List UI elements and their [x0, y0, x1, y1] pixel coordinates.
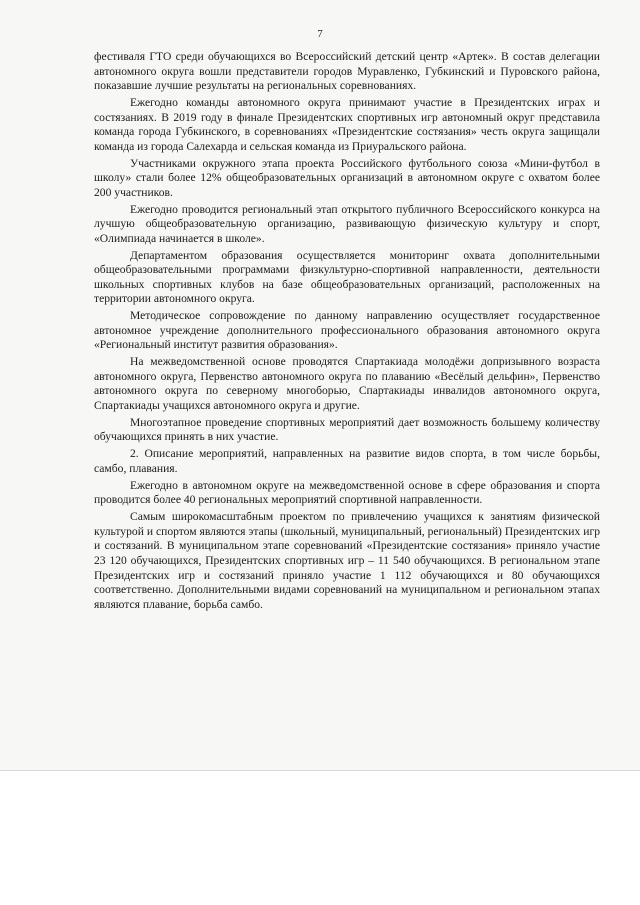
section-heading-sports-development: 2. Описание мероприятий, направленных на развитие видов спорта, в том числе борьбы, самбо, плавания.: [94, 447, 600, 475]
paragraph-multistage-events: Многоэтапное проведение спортивных мероприятий дает возможность большему количеству обучающихся принять в них участие.: [94, 415, 600, 444]
paragraph-methodical-support: Методическое сопровождение по данному направлению осуществляет государственное автономное учреждение дополнительного профессионального образования автономного округа «Региональный институт развития образования».: [94, 309, 600, 352]
paragraph-gto-festival: фестиваля ГТО среди обучающихся во Всероссийский детский центр «Артек». В состав делегации автономного округа вошли представители городов Муравленко, Губкинский и Пуровского района, показавшие лучшие результаты на региональных соревнованиях.: [94, 50, 600, 93]
paragraph-interagency-events: На межведомственной основе проводятся Спартакиада молодёжи допризывного возраста автономного округа, Первенство автономного округа по плаванию «Весёлый дельфин», Первенство автономного округа по северному многоборью, Спартакиады инвалидов автономного округа, Спартакиады учащихся автономного округа и другие.: [94, 355, 600, 412]
blank-background: [0, 771, 640, 905]
paragraph-mini-football: Участниками окружного этапа проекта Российского футбольного союза «Мини-футбол в школу» стали более 12% общеобразовательных организаций в автономном округе с охватом более 200 участников.: [94, 156, 600, 199]
paragraph-monitoring: Департаментом образования осуществляется мониторинг охвата дополнительными общеобразовательными программами физкультурно-спортивной направленности, деятельности школьных спортивных клубов на базе общеобразовательных организаций, расположенных на территории автономного округа.: [94, 248, 600, 306]
paragraph-olympiad-contest: Ежегодно проводится региональный этап открытого публичного Всероссийского конкурса на лучшую общеобразовательную организацию, развивающую физическую культуру и спорт, «Олимпиада начинается в школе».: [94, 202, 600, 245]
page-number: 7: [317, 28, 323, 40]
paragraph-presidential-stages: Самым широкомасштабным проектом по привлечению учащихся к занятиям физической культурой и спортом являются этапы (школьный, муниципальный, региональный) Президентских игр и состязаний. В муниципальном этапе соревнований «Президентские состязания» приняло участие 23 120 обучающихся, Президентских спортивных игр – 11 540 обучающихся. В региональном этапе Президентских игр и состязаний приняло участие 1 112 обучающихся и 80 обучающихся соответственно. Дополнительными видами соревнований на муниципальном и региональном этапах являются плавание, борьба самбо.: [94, 510, 600, 611]
paragraph-presidential-games: Ежегодно команды автономного округа принимают участие в Президентских играх и состязаниях. В 2019 году в финале Президентских спортивных игр автономный округ представила команда города Губкинского, в соревнованиях «Президентские состязания» честь округа защищали команда из города Салехарда и сельская команда из Приуральского района.: [94, 96, 600, 153]
document-body: [94, 50, 600, 615]
paragraph-regional-events: Ежегодно в автономном округе на межведомственной основе в сфере образования и спорта проводится более 40 региональных мероприятий спортивной направленности.: [94, 478, 600, 507]
